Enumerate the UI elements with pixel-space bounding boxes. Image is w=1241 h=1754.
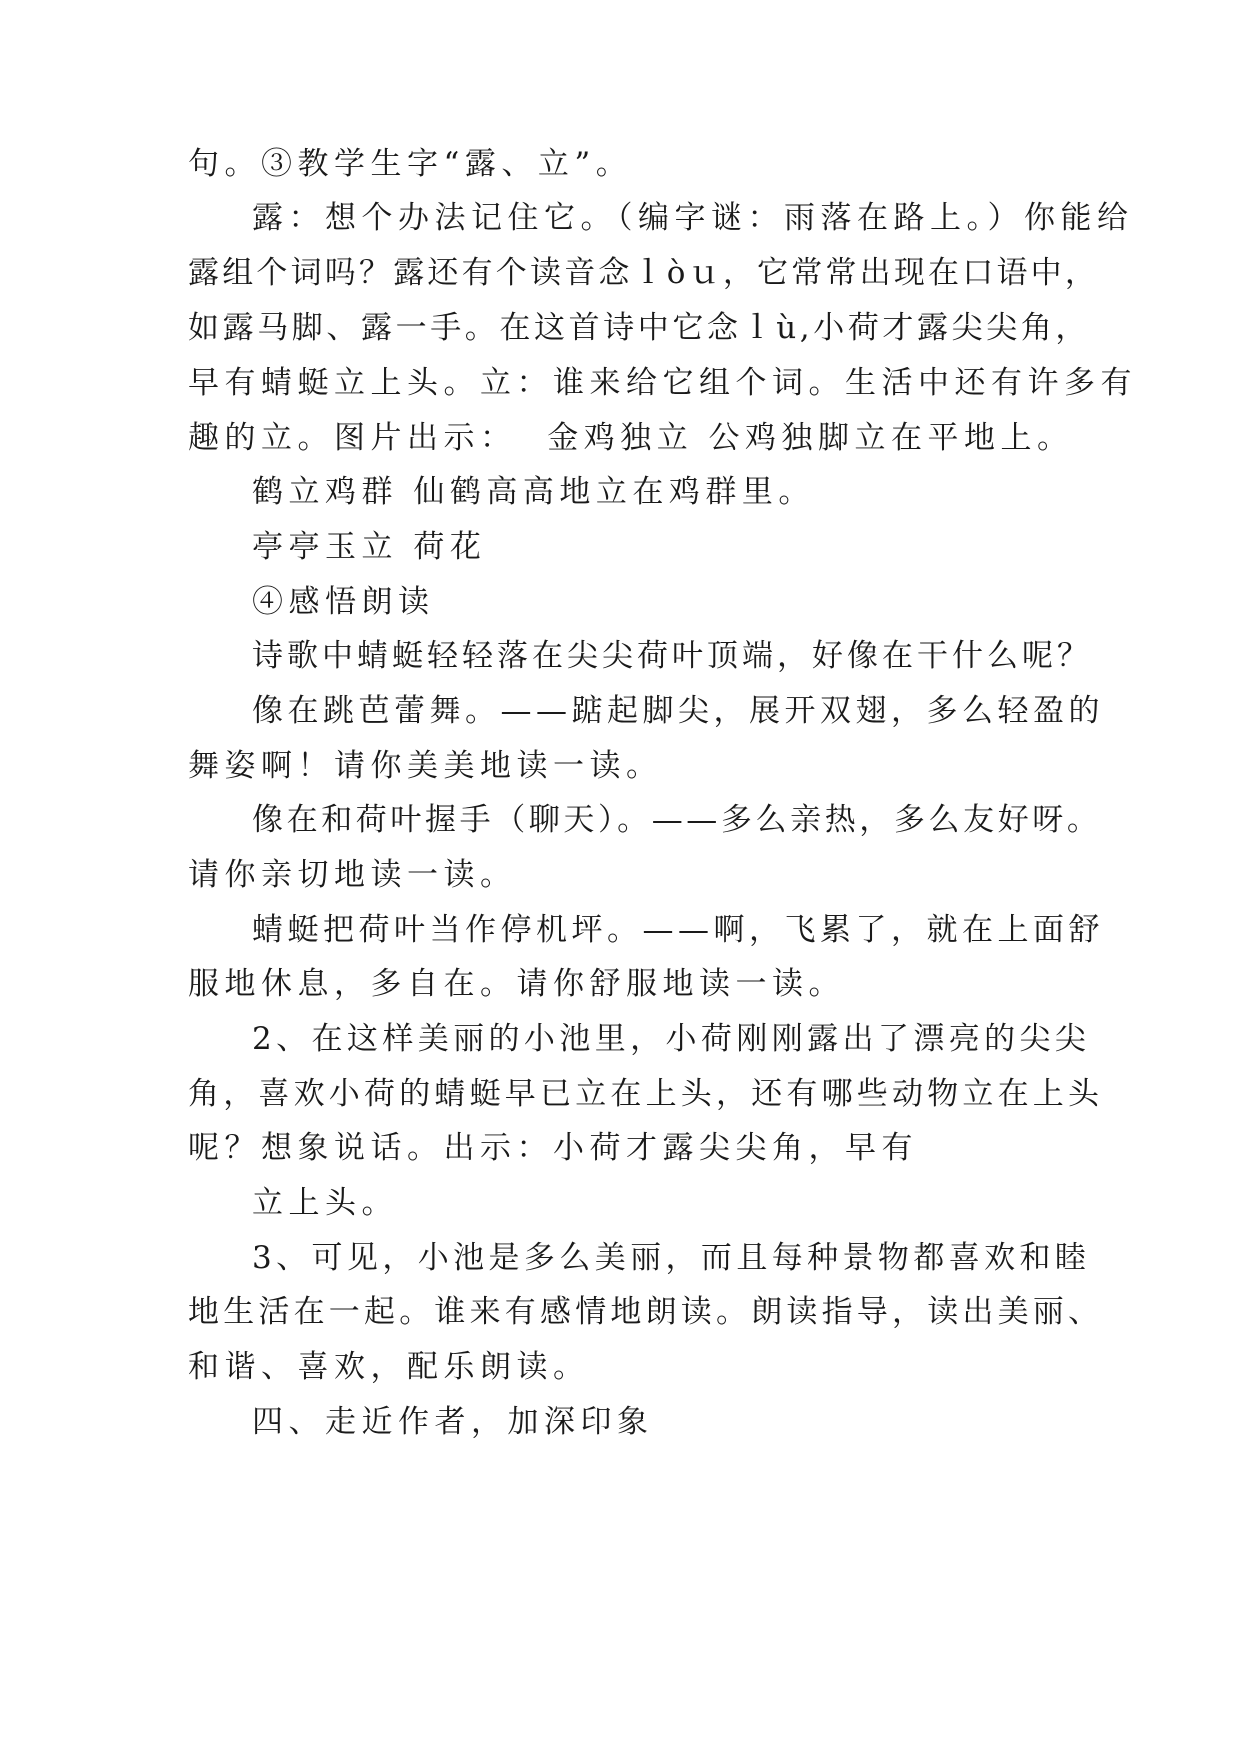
text-line-16: 服地休息，多自在。请你舒服地读一读。	[188, 966, 845, 1002]
text-line-21: 3、可见，小池是多么美丽，而且每种景物都喜欢和睦	[252, 1240, 1091, 1276]
text-line-8: 亭亭玉立 荷花	[252, 529, 487, 565]
text-line-24: 四、走近作者，加深印象	[252, 1404, 654, 1440]
text-line-10: 诗歌中蜻蜓轻轻落在尖尖荷叶顶端，好像在干什么呢？	[252, 638, 1092, 674]
text-line-11: 像在跳芭蕾舞。——踮起脚尖，展开双翅，多么轻盈的	[252, 693, 1104, 729]
text-line-6: 趣的立。图片出示： 金鸡独立 公鸡独脚立在平地上。	[188, 420, 1074, 456]
text-line-9: ④感悟朗读	[252, 584, 435, 620]
text-line-13: 像在和荷叶握手（聊天）。——多么亲热，多么友好呀。	[252, 802, 1102, 838]
text-line-15: 蜻蜓把荷叶当作停机坪。——啊，飞累了，就在上面舒	[252, 912, 1104, 948]
text-line-17: 2、在这样美丽的小池里，小荷刚刚露出了漂亮的尖尖	[252, 1021, 1091, 1057]
text-line-12: 舞姿啊！请你美美地读一读。	[188, 748, 663, 784]
text-line-4: 如露马脚、露一手。在这首诗中它念ｌù,小荷才露尖尖角，	[188, 310, 1091, 346]
text-line-18: 角，喜欢小荷的蜻蜓早已立在上头，还有哪些动物立在上头	[188, 1076, 1104, 1112]
text-line-19: 呢？想象说话。出示：小荷才露尖尖角，早有	[188, 1130, 918, 1166]
text-line-20: 立上头。	[252, 1185, 398, 1221]
text-line-1: 句。③教学生字“露、立”。	[188, 146, 633, 182]
text-line-22: 地生活在一起。谁来有感情地朗读。朗读指导，读出美丽、	[188, 1294, 1104, 1330]
text-line-3: 露组个词吗？露还有个读音念ｌòｕ，它常常出现在口语中，	[188, 255, 1100, 291]
text-line-23: 和谐、喜欢，配乐朗读。	[188, 1349, 590, 1385]
text-line-7: 鹤立鸡群 仙鹤高高地立在鸡群里。	[252, 474, 815, 510]
text-line-14: 请你亲切地读一读。	[188, 857, 517, 893]
text-line-5: 早有蜻蜓立上头。立：谁来给它组个词。生活中还有许多有	[188, 365, 1137, 401]
text-line-2: 露：想个办法记住它。（编字谜：雨落在路上。）你能给	[252, 200, 1134, 236]
